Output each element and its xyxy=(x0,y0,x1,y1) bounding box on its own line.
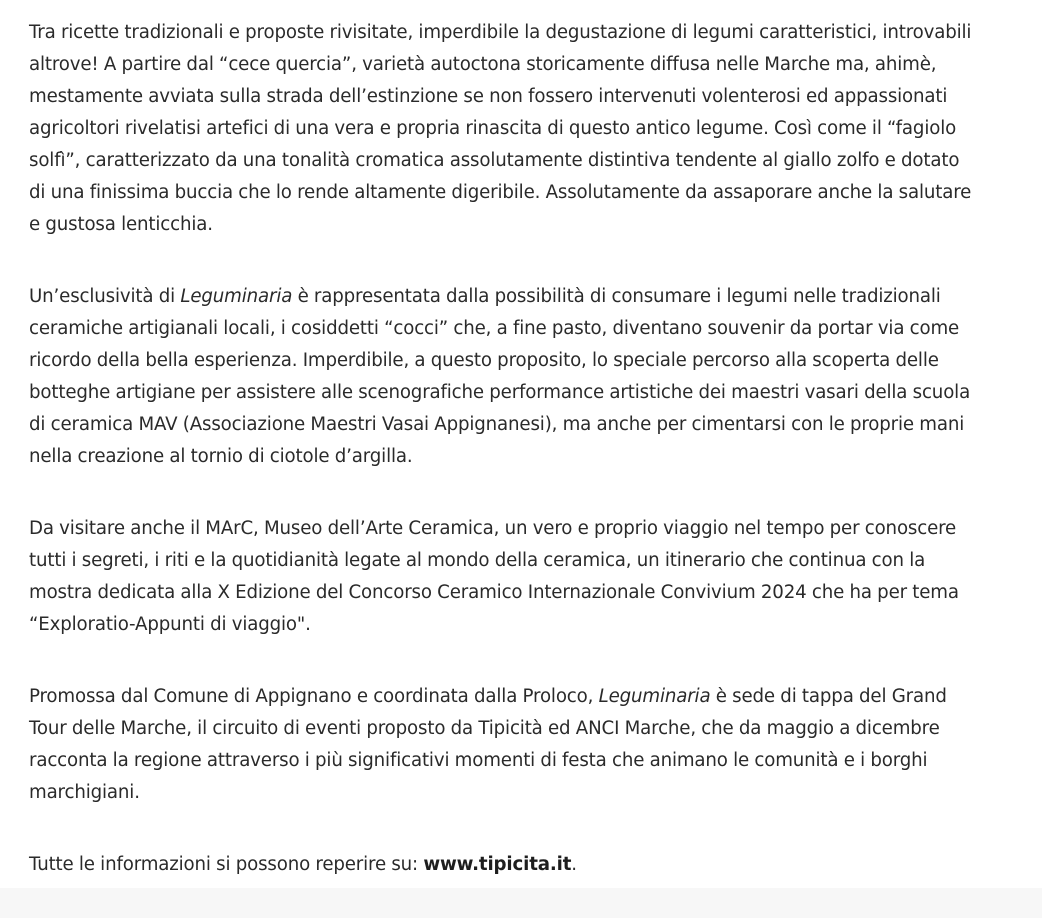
article-body xyxy=(29,17,974,881)
paragraph-promotion-text-end: è sede di tappa del Grand Tour delle Marche, il circuito di eventi proposto da Tipicità ed ANCI Marche, che da maggio a dicembre racconta la regione attraverso i più significativi momenti di festa che animano le comunità e i borghi marchigiani. xyxy=(29,686,947,803)
event-name-italic: Leguminaria xyxy=(180,286,293,307)
paragraph-info-text: Tutte le informazioni si possono reperire su: xyxy=(29,854,424,875)
paragraph-museum: Da visitare anche il MArC, Museo dell’Arte Ceramica, un vero e proprio viaggio nel tempo per conoscere tutti i segreti, i riti e la quotidianità legate al mondo della ceramica, un itinerario che continua con la mostra dedicata alla X Edizione del Concorso Ceramico Internazionale Convivium 2024 che ha per tema “Exploratio-Appunti di viaggio". xyxy=(29,518,959,635)
paragraph-info xyxy=(29,849,974,881)
paragraph-promotion xyxy=(29,681,974,809)
paragraph-legumes: Tra ricette tradizionali e proposte rivisitate, imperdibile la degustazione di legumi caratteristici, introvabili altrove! A partire dal “cece quercia”, varietà autoctona storicamente diffusa nelle Marche ma, ahimè, mestamente avviata sulla strada dell’estinzione se non fossero intervenuti volenterosi ed appassionati agricoltori rivelatisi artefici di una vera e propria rinascita di questo antico legume. Così come il “fagiolo solfì”, caratterizzato da una tonalità cromatica assolutamente distintiva tendente al giallo zolfo e dotato di una finissima buccia che lo rende altamente digeribile. Assolutamente da assaporare anche la salutare e gustosa lenticchia. xyxy=(29,22,972,235)
paragraph-ceramics-text-start: Un’esclusività di xyxy=(29,286,181,307)
page-bottom-band xyxy=(0,888,1042,918)
paragraph-info-period: . xyxy=(571,854,577,875)
paragraph-ceramics-text-end: è rappresentata dalla possibilità di consumare i legumi nelle tradizionali ceramiche artigianali locali, i cosiddetti “cocci” che, a fine pasto, diventano souvenir da portar via come ricordo della bella esperienza. Imperdibile, a questo proposito, lo speciale percorso alla scoperta delle botteghe artigiane per assistere alle scenografiche performance artistiche dei maestri vasari della scuola di ceramica MAV (Associazione Maestri Vasai Appignanesi), ma anche per cimentarsi con le proprie mani nella creazione al tornio di ciotole d’argilla. xyxy=(29,286,971,467)
paragraph-ceramics xyxy=(29,281,974,473)
tipicita-link[interactable]: www.tipicita.it xyxy=(423,854,572,875)
event-name-italic: Leguminaria xyxy=(598,686,711,707)
paragraph-promotion-text-start: Promossa dal Comune di Appignano e coordinata dalla Proloco, xyxy=(29,686,599,707)
